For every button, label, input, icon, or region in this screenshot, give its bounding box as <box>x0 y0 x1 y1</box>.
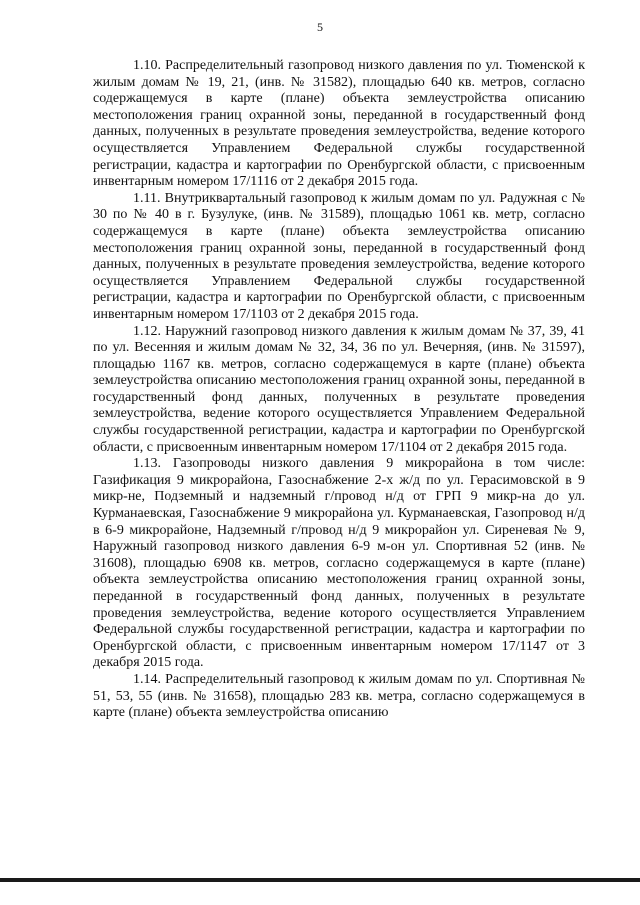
paragraph-1-14: 1.14. Распределительный газопровод к жилым домам по ул. Спортивная № 51, 53, 55 (инв. № 31658), площадью 283 кв. метра, согласно содержащемуся в карте (плане) объекта землеустройства описанию <box>93 671 585 721</box>
page-number: 5 <box>317 20 323 34</box>
paragraph-1-13: 1.13. Газопроводы низкого давления 9 микрорайона в том числе: Газификация 9 микрорайона, Газоснабжение 2-х ж/д по ул. Герасимовской в 9 микр-не, Подземный и надземный г/провод н/д от ГРП 9 микр-на до ул. Курманаевская, Газоснабжение 9 микрорайона ул. Курманаевская, Газопровод н/д в 6-9 микрорайоне, Надземный г/провод н/д 9 микрорайон ул. Сиреневая № 9, Наружный газопровод низкого давления 6-9 м-он ул. Спортивная 52 (инв. № 31608), площадью 6908 кв. метров, согласно содержащемуся в карте (плане) объекта землеустройства описанию местоположения границ охранной зоны, переданной в государственный фонд данных, полученных в результате проведения землеустройства, ведение которого осуществляется Управлением Федеральной службы государственной регистрации, кадастра и картографии по Оренбургской области, с присвоенным инвентарным номером 17/1147 от 3 декабря 2015 года. <box>93 456 585 671</box>
document-body <box>93 58 585 722</box>
paragraph-1-12: 1.12. Наружний газопровод низкого давления к жилым домам № 37, 39, 41 по ул. Весенняя и жилым домам № 32, 34, 36 по ул. Вечерняя, (инв. № 31597), площадью 1167 кв. метров, согласно содержащемуся в карте (плане) объекта землеустройства описанию местоположения границ охранной зоны, переданной в государственный фонд данных, полученных в результате проведения землеустройства, ведение которого осуществляется Управлением Федеральной службы государственной регистрации, кадастра и картографии по Оренбургской области, с присвоенным инвентарным номером 17/1104 от 2 декабря 2015 года. <box>93 323 585 455</box>
paragraph-1-10: 1.10. Распределительный газопровод низкого давления по ул. Тюменской к жилым домам № 19, 21, (инв. № 31582), площадью 640 кв. метров, согласно содержащемуся в карте (плане) объекта землеустройства описанию местоположения границ охранной зоны, переданной в государственный фонд данных, полученных в результате проведения землеустройства, ведение которого осуществляется Управлением Федеральной службы государственной регистрации, кадастра и картографии по Оренбургской области, с присвоенным инвентарным номером 17/1116 от 2 декабря 2015 года. <box>93 58 585 190</box>
paragraph-1-11: 1.11. Внутриквартальный газопровод к жилым домам по ул. Радужная с № 30 по № 40 в г. Бузулуке, (инв. № 31589), площадью 1061 кв. метр, согласно содержащемуся в карте (плане) объекта землеустройства описанию местоположения границ охранной зоны, переданной в государственный фонд данных, полученных в результате проведения землеустройства, ведение которого осуществляется Управлением Федеральной службы государственной регистрации, кадастра и картографии по Оренбургской области, с присвоенным инвентарным номером 17/1103 от 2 декабря 2015 года. <box>93 190 585 322</box>
scan-edge-line <box>0 878 640 882</box>
